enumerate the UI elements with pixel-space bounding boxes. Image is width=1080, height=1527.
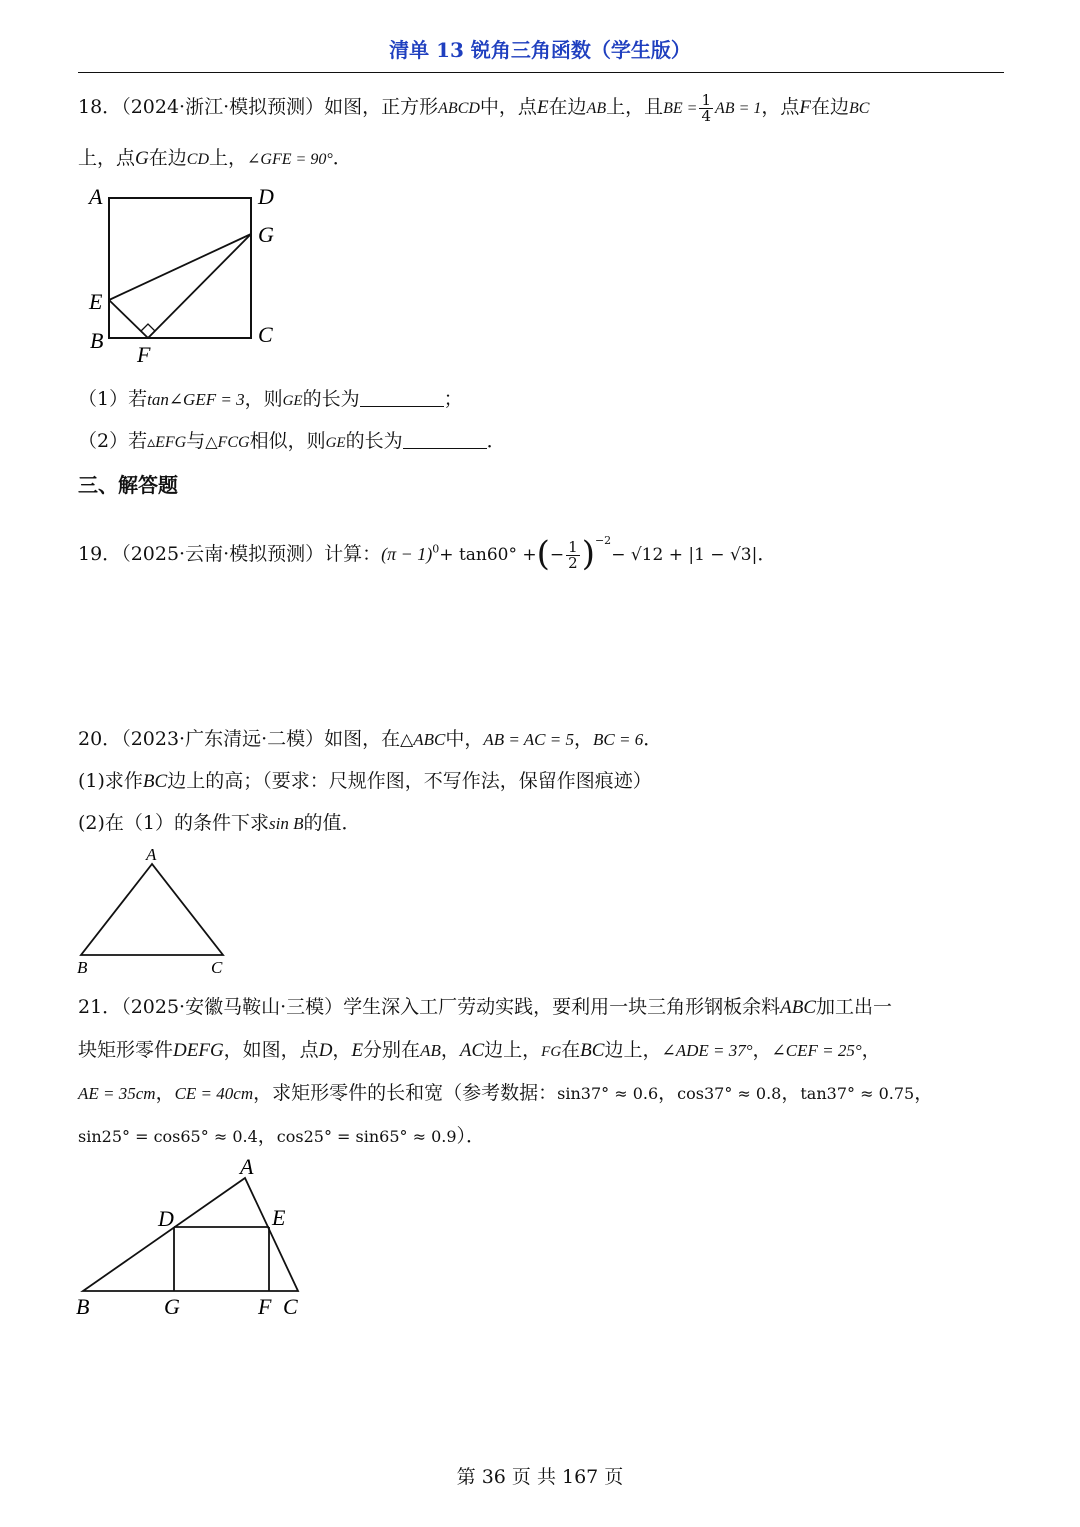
q19-frac-sign: − bbox=[549, 545, 565, 565]
q18-part2-text: ． bbox=[486, 430, 506, 452]
q19-exp-neg2: −2 bbox=[594, 534, 612, 547]
q21-angle1: ∠ADE = 37° bbox=[661, 1041, 753, 1060]
q21-tan37: tan37° ≈ 0.75 bbox=[800, 1084, 915, 1103]
q19-exp0: 0 bbox=[432, 542, 440, 556]
q20-text: 中， bbox=[445, 728, 484, 750]
q18-text: ，点 bbox=[761, 96, 800, 118]
q21-line2 bbox=[78, 1035, 881, 1062]
q19-paren-open: ( bbox=[536, 534, 550, 574]
label-a: A bbox=[146, 845, 157, 864]
q20-number: 20． bbox=[78, 728, 122, 750]
q19-end: ． bbox=[757, 543, 777, 565]
q21-number: 21． bbox=[78, 996, 122, 1018]
label-e: E bbox=[272, 1205, 286, 1230]
q18-source: （2024·浙江·模拟预测） bbox=[121, 96, 325, 118]
q18-fraction bbox=[699, 90, 713, 125]
q18-part1-text: 的长为 bbox=[302, 388, 360, 410]
q18-part2-text: 与 bbox=[186, 430, 206, 452]
q18-part2-tri2: △FCG bbox=[205, 434, 250, 451]
q18-frac-num: 1 bbox=[701, 90, 712, 109]
q18-g: G bbox=[135, 148, 149, 169]
section-title: 三、解答题 bbox=[78, 473, 178, 497]
q18-part2-text: （2）若 bbox=[78, 430, 148, 452]
q18-ab-eq: AB = 1 bbox=[715, 100, 762, 117]
q18-text: 如图，正方形 bbox=[324, 96, 439, 118]
page-header-title: 清单 13 锐角三角函数（学生版） bbox=[389, 38, 691, 62]
q19-expr-a: (π − 1) bbox=[381, 544, 433, 564]
q21-line1 bbox=[78, 992, 892, 1019]
label-f: F bbox=[258, 1294, 272, 1319]
q19-fraction bbox=[566, 537, 580, 572]
page-footer: 第 36 页 共 167 页 bbox=[456, 1466, 624, 1488]
q18-number: 18． bbox=[78, 96, 122, 118]
q21-text: ， bbox=[914, 1082, 934, 1104]
q18-be-eq: BE = bbox=[663, 100, 698, 117]
q18-line1 bbox=[78, 92, 869, 124]
q20-source: （2023·广东清远·二模） bbox=[121, 728, 325, 750]
q20-text: ． bbox=[643, 728, 663, 750]
q18-text: 中，点 bbox=[479, 96, 537, 118]
q19-text: 计算： bbox=[324, 543, 382, 565]
q20-triangle-figure bbox=[70, 842, 240, 977]
q21-text: 边上， bbox=[604, 1039, 662, 1061]
q18-square-figure bbox=[80, 180, 300, 370]
label-g: G bbox=[258, 222, 274, 247]
right-angle-mark bbox=[141, 324, 155, 338]
label-a: A bbox=[89, 184, 103, 209]
q21-cos25: cos25° = sin65° ≈ 0.9 bbox=[276, 1127, 457, 1146]
label-e: E bbox=[89, 289, 103, 314]
q18-cd: CD bbox=[186, 151, 209, 168]
q18-e: E bbox=[536, 97, 549, 118]
triangle-abc bbox=[83, 1178, 298, 1291]
q21-text: ， bbox=[440, 1039, 460, 1061]
q21-bc: BC bbox=[580, 1040, 605, 1061]
q18-part1-text: ，则 bbox=[244, 388, 283, 410]
header-divider bbox=[78, 72, 1004, 73]
q18-bc: BC bbox=[849, 100, 870, 117]
q18-part1-ge: GE bbox=[282, 393, 303, 409]
q20-eq2: BC = 6 bbox=[593, 730, 644, 749]
q20-part2-text: 的值． bbox=[303, 812, 361, 834]
q20-line1 bbox=[78, 724, 662, 751]
q20-text: 如图，在 bbox=[324, 728, 401, 750]
segment-eg bbox=[109, 234, 251, 300]
q18-part2-ge: GE bbox=[325, 435, 346, 451]
q18-part2 bbox=[78, 426, 506, 453]
label-b: B bbox=[76, 1294, 90, 1319]
q21-sin37: sin37° ≈ 0.6 bbox=[557, 1084, 659, 1103]
q18-text: 在边 bbox=[148, 147, 187, 169]
q21-text: ， bbox=[658, 1082, 678, 1104]
q21-fg: FG bbox=[541, 1044, 562, 1060]
label-c: C bbox=[258, 322, 273, 347]
q18-frac-den: 4 bbox=[701, 106, 712, 125]
q19-number: 19． bbox=[78, 543, 122, 565]
q21-sin25: sin25° = cos65° ≈ 0.4 bbox=[78, 1127, 258, 1146]
q18-part1-text: （1）若 bbox=[78, 388, 148, 410]
q20-tri: △ABC bbox=[400, 730, 446, 749]
q21-d: D bbox=[318, 1040, 333, 1061]
q18-f: F bbox=[799, 97, 811, 118]
q18-part2-tri1: ▵EFG bbox=[147, 434, 187, 451]
label-d: D bbox=[158, 1206, 174, 1231]
q21-text: 分别在 bbox=[363, 1039, 421, 1061]
q18-ab: AB bbox=[586, 100, 607, 117]
q21-text: 加工出一 bbox=[816, 996, 893, 1018]
q21-e: E bbox=[351, 1040, 364, 1061]
q21-angle2: ∠CEF = 25° bbox=[771, 1041, 862, 1060]
q18-angle: ∠GFE = 90° bbox=[247, 151, 333, 168]
q18-text: 在边 bbox=[548, 96, 587, 118]
q21-text: ）． bbox=[456, 1125, 486, 1147]
answer-blank-2[interactable] bbox=[403, 430, 487, 449]
q21-text: ， bbox=[332, 1039, 352, 1061]
q20-part1-text: 边上的高；（要求：尺规作图，不写作法，保留作图痕迹） bbox=[167, 770, 652, 792]
q18-part1-text: ； bbox=[443, 388, 463, 410]
q21-line3 bbox=[78, 1078, 933, 1105]
q21-text: ， bbox=[257, 1125, 277, 1147]
segment-fg bbox=[148, 234, 251, 338]
q18-line2 bbox=[78, 143, 352, 170]
q19-frac-num: 1 bbox=[568, 537, 578, 556]
q18-text: ． bbox=[332, 147, 352, 169]
q21-ae: AE = 35cm bbox=[78, 1084, 156, 1103]
q21-ce: CE = 40cm bbox=[174, 1084, 254, 1103]
q20-part2-expr: sin B bbox=[269, 814, 304, 833]
q21-ab: AB bbox=[420, 1041, 441, 1060]
label-b: B bbox=[90, 328, 104, 353]
q18-text: 上，点 bbox=[78, 147, 136, 169]
q21-text: 学生深入工厂劳动实践，要利用一块三角形钢板余料 bbox=[343, 996, 781, 1018]
q21-source: （2025·安徽马鞍山·三模） bbox=[121, 996, 344, 1018]
q18-part1 bbox=[78, 384, 463, 411]
q21-text: ， bbox=[155, 1082, 175, 1104]
triangle-abc bbox=[81, 864, 223, 955]
label-c: C bbox=[211, 958, 223, 977]
q21-text: 块矩形零件 bbox=[78, 1039, 174, 1061]
q18-text: 上，且 bbox=[606, 96, 664, 118]
q18-text: 上， bbox=[209, 147, 248, 169]
q19-source: （2025·云南·模拟预测） bbox=[121, 543, 325, 565]
label-c: C bbox=[283, 1294, 298, 1319]
q19-frac-den: 2 bbox=[568, 553, 578, 572]
q21-line4 bbox=[78, 1121, 485, 1148]
q21-abc: ABC bbox=[780, 997, 817, 1018]
answer-blank-1[interactable] bbox=[360, 388, 444, 407]
label-b: B bbox=[77, 958, 88, 977]
q21-ac: AC bbox=[459, 1040, 485, 1061]
q19-line bbox=[78, 534, 776, 574]
q18-part2-text: 相似，则 bbox=[249, 430, 326, 452]
label-g: G bbox=[164, 1294, 180, 1319]
q21-text: ， bbox=[752, 1039, 772, 1061]
q21-figure bbox=[70, 1150, 320, 1325]
q21-cos37: cos37° ≈ 0.8 bbox=[677, 1084, 782, 1103]
q20-part2-text: (2)在（1）的条件下求 bbox=[78, 812, 270, 834]
label-f: F bbox=[137, 342, 151, 367]
q21-text: ，如图，点 bbox=[223, 1039, 319, 1061]
q21-defg: DEFG bbox=[173, 1040, 224, 1061]
q18-part1-expr: tan∠GEF = 3 bbox=[147, 390, 245, 409]
q19-paren-close: ) bbox=[581, 534, 595, 574]
label-a: A bbox=[240, 1154, 254, 1179]
q19-expr-b: + tan60° + bbox=[439, 545, 537, 565]
q19-expr-c: − √12 + |1 − √3| bbox=[611, 545, 758, 565]
q21-text: 边上， bbox=[484, 1039, 542, 1061]
q20-part2 bbox=[78, 808, 361, 835]
q20-text: ， bbox=[573, 728, 593, 750]
label-d: D bbox=[258, 184, 274, 209]
q20-part1 bbox=[78, 766, 652, 793]
segment-ef bbox=[109, 300, 148, 338]
q21-text: ， bbox=[861, 1039, 881, 1061]
q18-text: 在边 bbox=[810, 96, 849, 118]
q18-part2-text: 的长为 bbox=[345, 430, 403, 452]
q21-text: 在 bbox=[561, 1039, 581, 1061]
q21-text: ， bbox=[781, 1082, 801, 1104]
q20-eq1: AB = AC = 5 bbox=[483, 730, 574, 749]
q21-text: ，求矩形零件的长和宽（参考数据： bbox=[253, 1082, 558, 1104]
square-abcd bbox=[109, 198, 251, 338]
q18-abcd: ABCD bbox=[438, 100, 480, 117]
q20-part1-bc: BC bbox=[142, 771, 168, 792]
q20-part1-text: (1)求作 bbox=[78, 770, 143, 792]
